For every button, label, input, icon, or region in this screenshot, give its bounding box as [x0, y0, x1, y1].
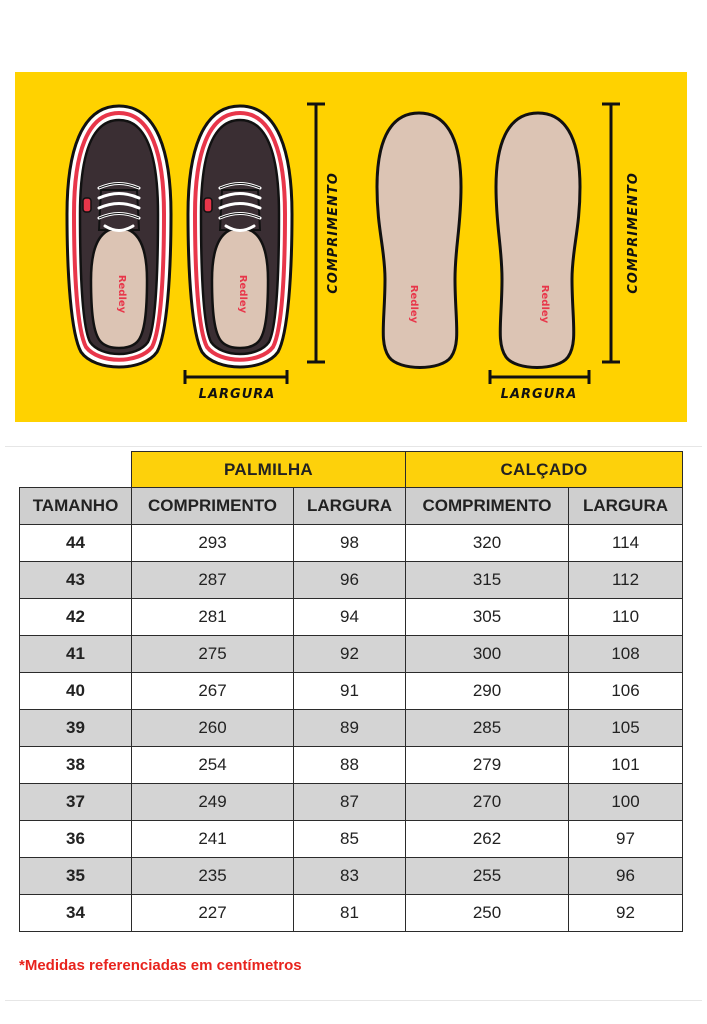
- table-cell: 275: [132, 636, 294, 673]
- table-cell: 92: [569, 895, 683, 932]
- table-cell: 285: [406, 710, 569, 747]
- size-cell: 39: [20, 710, 132, 747]
- table-cell: 227: [132, 895, 294, 932]
- length-measure-shoes: [307, 104, 325, 362]
- table-cell: 262: [406, 821, 569, 858]
- size-cell: 40: [20, 673, 132, 710]
- table-cell: 114: [569, 525, 683, 562]
- table-row: [20, 525, 683, 562]
- width-label-insoles: LARGURA: [500, 387, 578, 402]
- group-calcado: CALÇADO: [406, 452, 683, 488]
- table-cell: 305: [406, 599, 569, 636]
- table-cell: 279: [406, 747, 569, 784]
- width-measure-shoes: [185, 370, 287, 384]
- length-measure-insoles: [602, 104, 620, 362]
- table-cell: 96: [569, 858, 683, 895]
- table-cell: 267: [132, 673, 294, 710]
- table-cell: 290: [406, 673, 569, 710]
- size-table: [19, 451, 683, 932]
- table-row: [20, 599, 683, 636]
- table-row: [20, 821, 683, 858]
- table-cell: 235: [132, 858, 294, 895]
- svg-text:Redley: Redley: [539, 284, 550, 324]
- table-cell: 287: [132, 562, 294, 599]
- measurement-footnote: *Medidas referenciadas em centímetros: [19, 957, 302, 974]
- size-cell: 41: [20, 636, 132, 673]
- length-label-insoles: COMPRIMENTO: [626, 172, 641, 294]
- table-cell: 101: [569, 747, 683, 784]
- table-cell: 92: [294, 636, 406, 673]
- table-row: [20, 747, 683, 784]
- right-sneaker-icon: [188, 106, 292, 367]
- illustration-banner: [12, 72, 687, 422]
- group-header-row: [20, 452, 683, 488]
- table-row: [20, 636, 683, 673]
- table-cell: 110: [569, 599, 683, 636]
- table-cell: 320: [406, 525, 569, 562]
- divider-top: [5, 446, 702, 447]
- table-cell: 87: [294, 784, 406, 821]
- table-cell: 94: [294, 599, 406, 636]
- group-palmilha: PALMILHA: [132, 452, 406, 488]
- table-cell: 81: [294, 895, 406, 932]
- table-row: [20, 858, 683, 895]
- right-insole-icon: [496, 113, 580, 368]
- size-cell: 35: [20, 858, 132, 895]
- shoe-measurement-illustration: Redley Redley Redley COMPRIMENTO LARGURA COMPRIMENTO LARGURA: [15, 72, 687, 422]
- svg-text:Redley: Redley: [408, 284, 419, 324]
- table-cell: 106: [569, 673, 683, 710]
- table-cell: 96: [294, 562, 406, 599]
- blank-corner: [20, 452, 132, 488]
- table-row: [20, 562, 683, 599]
- size-cell: 34: [20, 895, 132, 932]
- left-insole-icon: [377, 113, 461, 368]
- table-cell: 249: [132, 784, 294, 821]
- col-palmilha-comprimento: COMPRIMENTO: [132, 488, 294, 525]
- table-cell: 98: [294, 525, 406, 562]
- table-cell: 105: [569, 710, 683, 747]
- table-cell: 89: [294, 710, 406, 747]
- table-cell: 83: [294, 858, 406, 895]
- size-cell: 44: [20, 525, 132, 562]
- table-cell: 97: [569, 821, 683, 858]
- table-cell: 254: [132, 747, 294, 784]
- table-cell: 250: [406, 895, 569, 932]
- length-label-shoes: COMPRIMENTO: [326, 172, 341, 294]
- width-measure-insoles: [490, 370, 589, 384]
- table-row: [20, 710, 683, 747]
- table-cell: 91: [294, 673, 406, 710]
- size-cell: 43: [20, 562, 132, 599]
- table-cell: 85: [294, 821, 406, 858]
- table-row: [20, 784, 683, 821]
- table-row: [20, 895, 683, 932]
- col-tamanho: TAMANHO: [20, 488, 132, 525]
- table-cell: 108: [569, 636, 683, 673]
- table-cell: 255: [406, 858, 569, 895]
- table-cell: 100: [569, 784, 683, 821]
- table-cell: 112: [569, 562, 683, 599]
- size-cell: 38: [20, 747, 132, 784]
- table-cell: 270: [406, 784, 569, 821]
- size-cell: 42: [20, 599, 132, 636]
- divider-bottom: [5, 1000, 702, 1001]
- table-cell: 88: [294, 747, 406, 784]
- col-palmilha-largura: LARGURA: [294, 488, 406, 525]
- width-label-shoes: LARGURA: [198, 387, 276, 402]
- col-calcado-largura: LARGURA: [569, 488, 683, 525]
- size-cell: 36: [20, 821, 132, 858]
- left-sneaker-icon: [67, 106, 171, 367]
- column-header-row: [20, 488, 683, 525]
- col-calcado-comprimento: COMPRIMENTO: [406, 488, 569, 525]
- table-cell: 315: [406, 562, 569, 599]
- table-cell: 260: [132, 710, 294, 747]
- table-cell: 241: [132, 821, 294, 858]
- table-row: [20, 673, 683, 710]
- table-cell: 293: [132, 525, 294, 562]
- table-cell: 300: [406, 636, 569, 673]
- table-cell: 281: [132, 599, 294, 636]
- size-cell: 37: [20, 784, 132, 821]
